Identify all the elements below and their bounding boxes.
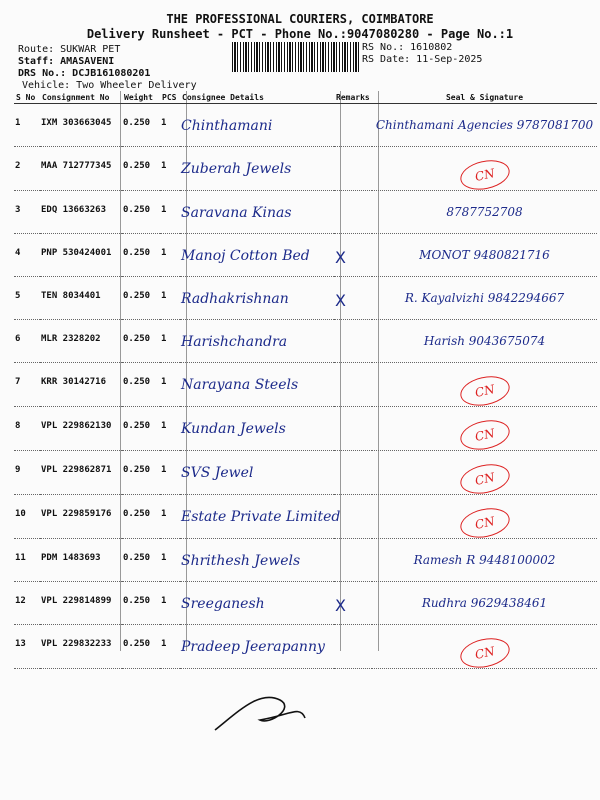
table-row: [14, 582, 597, 625]
cell-consignment: TEN 8034401: [40, 277, 122, 320]
rs-no-label: RS No.: 1610802: [362, 42, 453, 53]
seal-signature-text: 8787752708: [446, 205, 523, 219]
cell-seal: [372, 539, 597, 582]
table-row: [14, 407, 597, 451]
consignee-handwriting: SVS Jewel: [181, 465, 254, 481]
cell-seal: [372, 320, 597, 363]
cell-pcs: 1: [160, 363, 180, 407]
cell-pcs: 1: [160, 625, 180, 669]
cell-seal: [372, 234, 597, 277]
cell-remark: [334, 495, 372, 539]
col-consignment: Consignment No: [40, 91, 122, 104]
cell-consignment: MLR 2328202: [40, 320, 122, 363]
cell-consignment: PDM 1483693: [40, 539, 122, 582]
consignee-handwriting: Estate Private Limited: [181, 509, 341, 525]
col-seal: Seal & Signature: [372, 91, 597, 104]
vehicle-label: Vehicle: Two Wheeler Delivery: [22, 80, 197, 91]
cell-consignee: [180, 191, 334, 234]
seal-signature-text: R. Kayalvizhi 9842294667: [404, 291, 565, 305]
cell-pcs: 1: [160, 539, 180, 582]
cell-consignee: [180, 407, 334, 451]
remark-mark: X: [335, 291, 346, 310]
cell-sno: 7: [14, 363, 40, 407]
consignee-handwriting: Kundan Jewels: [181, 421, 286, 437]
table-row: [14, 320, 597, 363]
cell-pcs: 1: [160, 407, 180, 451]
cell-consignment: VPL 229859176: [40, 495, 122, 539]
table-row: [14, 495, 597, 539]
cell-remark: [334, 234, 372, 277]
consignee-handwriting: Shrithesh Jewels: [181, 553, 301, 569]
table-row: [14, 234, 597, 277]
cell-consignee: [180, 147, 334, 191]
cell-consignee: [180, 320, 334, 363]
cell-remark: [334, 277, 372, 320]
seal-signature-text: MONOT 9480821716: [419, 248, 550, 262]
cell-remark: [334, 539, 372, 582]
cell-pcs: 1: [160, 320, 180, 363]
cell-weight: 0.250: [122, 407, 160, 451]
seal-signature-text: Chinthamani Agencies 9787081700: [375, 118, 594, 132]
cell-consignee: [180, 277, 334, 320]
col-consignee: Consignee Details: [180, 91, 334, 104]
cell-seal: [372, 407, 597, 451]
consignee-handwriting: Manoj Cotton Bed: [181, 248, 310, 264]
cell-sno: 4: [14, 234, 40, 277]
cell-remark: [334, 191, 372, 234]
cell-remark: [334, 363, 372, 407]
remark-mark: X: [335, 248, 346, 267]
consignee-handwriting: Pradeep Jeerapanny: [181, 639, 325, 655]
col-remarks: Remarks: [334, 91, 372, 104]
table-row: [14, 104, 597, 147]
cell-remark: [334, 407, 372, 451]
cell-consignment: VPL 229862871: [40, 451, 122, 495]
runsheet-table: [14, 91, 597, 669]
cell-weight: 0.250: [122, 147, 160, 191]
table-row: [14, 539, 597, 582]
cell-remark: [334, 582, 372, 625]
cell-weight: 0.250: [122, 451, 160, 495]
consignee-handwriting: Zuberah Jewels: [181, 161, 292, 177]
table-header-row: [14, 91, 597, 104]
cell-sno: 3: [14, 191, 40, 234]
cn-stamp: CN: [457, 372, 511, 410]
cell-consignment: EDQ 13663263: [40, 191, 122, 234]
signature: [210, 680, 330, 740]
cell-consignee: [180, 495, 341, 539]
cell-seal: [372, 147, 597, 191]
cn-stamp: CN: [457, 634, 511, 672]
cell-weight: 0.250: [122, 320, 160, 363]
cn-stamp: CN: [457, 416, 511, 454]
cell-sno: 9: [14, 451, 40, 495]
cell-consignee: [180, 625, 334, 669]
barcode: [232, 42, 360, 72]
cell-consignment: PNP 530424001: [40, 234, 122, 277]
cell-weight: 0.250: [122, 495, 160, 539]
cell-remark: [334, 625, 372, 669]
col-pcs: PCS: [160, 91, 180, 104]
cell-consignment: VPL 229832233: [40, 625, 122, 669]
col-weight: Weight: [122, 91, 160, 104]
staff-label: Staff: AMASAVENI: [18, 56, 115, 67]
drs-label: DRS No.: DCJB161080201: [18, 68, 151, 79]
cell-seal: [372, 363, 597, 407]
cell-pcs: 1: [160, 234, 180, 277]
rs-date-label: RS Date: 11-Sep-2025: [362, 54, 483, 65]
cell-pcs: 1: [160, 104, 180, 147]
cell-remark: [334, 147, 372, 191]
seal-signature-text: Harish 9043675074: [423, 334, 546, 348]
cell-consignee: [180, 104, 334, 147]
cell-weight: 0.250: [122, 625, 160, 669]
route-label: Route: SUKWAR PET: [18, 44, 121, 55]
cell-weight: 0.250: [122, 539, 160, 582]
cell-consignment: IXM 303663045: [40, 104, 122, 147]
cell-sno: 12: [14, 582, 40, 625]
cell-sno: 2: [14, 147, 40, 191]
cell-pcs: 1: [160, 495, 180, 539]
cell-weight: 0.250: [122, 277, 160, 320]
table-row: [14, 451, 597, 495]
cell-weight: 0.250: [122, 582, 160, 625]
cell-weight: 0.250: [122, 191, 160, 234]
cn-stamp: CN: [457, 460, 511, 498]
consignee-handwriting: Radhakrishnan: [181, 291, 289, 307]
cell-sno: 1: [14, 104, 40, 147]
cell-consignee: [180, 539, 334, 582]
seal-signature-text: Rudhra 9629438461: [421, 596, 548, 610]
cell-consignment: KRR 30142716: [40, 363, 122, 407]
cell-remark: [334, 104, 372, 147]
cell-consignee: [180, 363, 334, 407]
cell-seal: [372, 104, 597, 147]
cell-consignment: VPL 229814899: [40, 582, 122, 625]
cell-sno: 13: [14, 625, 40, 669]
cell-seal: [372, 277, 597, 320]
cell-consignee: [180, 451, 334, 495]
cell-pcs: 1: [160, 451, 180, 495]
cell-remark: [334, 320, 372, 363]
cn-stamp: CN: [457, 504, 511, 542]
cell-sno: 11: [14, 539, 40, 582]
cell-consignee: [180, 582, 334, 625]
table-row: [14, 147, 597, 191]
cell-seal: [372, 582, 597, 625]
cell-sno: 6: [14, 320, 40, 363]
remark-mark: X: [335, 596, 346, 615]
table-row: [14, 277, 597, 320]
consignee-handwriting: Chinthamani: [181, 118, 273, 134]
cell-sno: 8: [14, 407, 40, 451]
cell-pcs: 1: [160, 191, 180, 234]
cell-pcs: 1: [160, 147, 180, 191]
cell-pcs: 1: [160, 277, 180, 320]
consignee-handwriting: Narayana Steels: [181, 377, 299, 393]
cell-seal: [372, 451, 597, 495]
cell-consignee: [180, 234, 334, 277]
consignee-handwriting: Harishchandra: [181, 334, 288, 350]
cell-seal: [372, 625, 597, 669]
cell-weight: 0.250: [122, 104, 160, 147]
table-row: [14, 191, 597, 234]
cell-sno: 10: [14, 495, 40, 539]
cell-pcs: 1: [160, 582, 180, 625]
table-row: [14, 625, 597, 669]
cell-seal: [372, 495, 597, 539]
cell-weight: 0.250: [122, 363, 160, 407]
seal-signature-text: Ramesh R 9448100002: [413, 553, 556, 567]
cell-consignment: VPL 229862130: [40, 407, 122, 451]
cell-remark: [334, 451, 372, 495]
cell-seal: [372, 191, 597, 234]
col-sno: S No: [14, 91, 40, 104]
cell-consignment: MAA 712777345: [40, 147, 122, 191]
company-title: THE PROFESSIONAL COURIERS, COIMBATORE: [166, 12, 434, 26]
consignee-handwriting: Sreeganesh: [181, 596, 265, 612]
cn-stamp: CN: [457, 156, 511, 194]
runsheet-subtitle: Delivery Runsheet - PCT - Phone No.:9047080280 - Page No.:1: [86, 27, 514, 41]
table-row: [14, 363, 597, 407]
cell-weight: 0.250: [122, 234, 160, 277]
consignee-handwriting: Saravana Kinas: [181, 205, 292, 221]
cell-sno: 5: [14, 277, 40, 320]
